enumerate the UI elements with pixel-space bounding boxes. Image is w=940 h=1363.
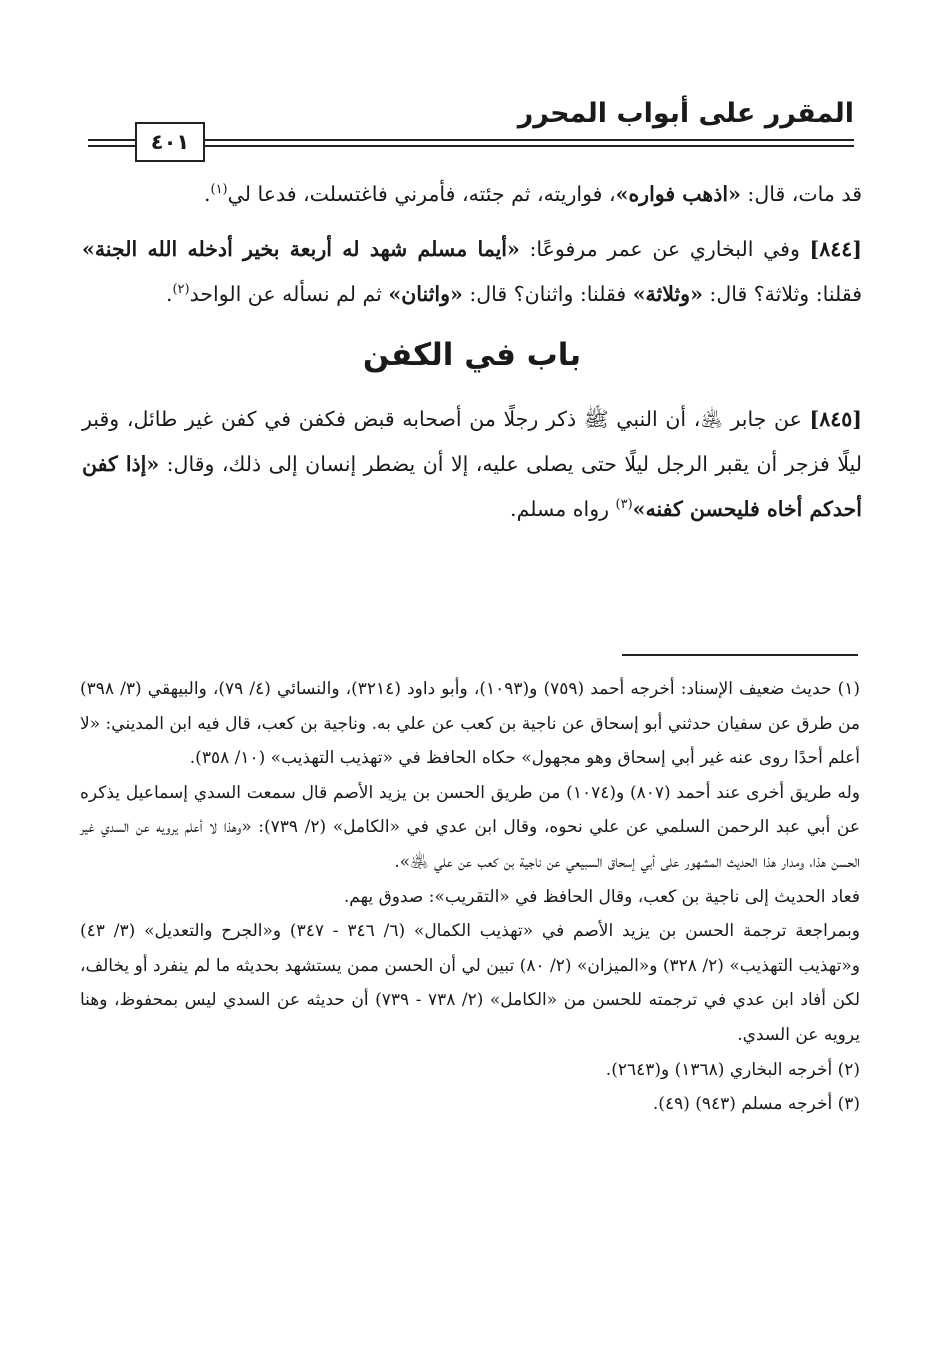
hadith-quote: «إذا كفن أحدكم أخاه فليحسن كفنه»	[82, 452, 862, 521]
chapter-title: باب في الكفن	[362, 337, 582, 373]
text-span: عن جابر ﵁، أن النبي ﷺ ذكر رجلًا من أصحابه قبض فكفن في كفن غير طائل، وقبر ليلًا فزجر أن يقبر الرجل ليلًا حتى يصلى عليه، إلا أن يضطر إنسان إلى ذلك، وقال:	[82, 407, 862, 476]
text-span: وفي البخاري عن عمر مرفوعًا:	[519, 237, 810, 261]
text-span: ثم لم نسأله عن الواحد	[189, 282, 389, 306]
hadith-844	[82, 227, 862, 317]
text-span: رواه مسلم.	[510, 497, 616, 521]
footnote-ref: (٣)	[615, 497, 633, 513]
hadith-number: [٨٤٥]	[809, 407, 862, 431]
hadith-quote: «واثنان»	[388, 282, 463, 306]
footnote: وبمراجعة ترجمة الحسن بن يزيد الأصم في «تهذيب الكمال» (٦/ ٣٤٦ - ٣٤٧) و«الجرح والتعديل» (٣/ ٤٣) و«تهذيب التهذيب» (٢/ ٣٢٨) و«الميزان» (٢/ ٨٠) تبين لي أن الحسن ممن يستشهد بحديثه ما لم ينفرد أو يخالف، لكن أفاد ابن عدي في ترجمته للحسن من «الكامل» (٢/ ٧٣٨ - ٧٣٩) أن حديثه عن السدي ليس بمحفوظ، وهنا يرويه عن السدي.	[80, 921, 861, 1045]
text-span: ، فواريته، ثم جئته، فأمرني فاغتسلت، فدعا لي	[227, 182, 616, 206]
text-span: فقلنا: وثلاثة؟ قال:	[702, 282, 862, 306]
hadith-quote: «اذهب فواره»	[615, 182, 741, 206]
footnote: (٢) أخرجه البخاري (١٣٦٨) و(٢٦٤٣).	[605, 1059, 860, 1080]
footnote: (٣) أخرجه مسلم (٩٤٣) (٤٩).	[652, 1094, 860, 1115]
footnote: وله طريق أخرى عند أحمد (٨٠٧) و(١٠٧٤) من طريق الحسن بن يزيد الأصم قال سمعت السدي إسماعيل يذكره عن أبي عبد الرحمن السلمي عن علي نحوه، وقال ابن عدي في «الكامل» (٢/ ٧٣٩): «وهذا لا أعلم يرويه عن السدي غير الحسن هذا، ومدار هذا الحديث المشهور على أبي إسحاق السبيعي عن ناجية بن كعب عن علي ﵁».	[80, 782, 861, 872]
hadith-quote: «أيما مسلم شهد له أربعة بخير أدخله الله الجنة»	[82, 237, 520, 261]
footnote-separator	[622, 654, 858, 656]
footnote-ref: (١)	[210, 182, 228, 198]
hadith-number: [٨٤٤]	[809, 237, 862, 261]
footnote: (١) حديث ضعيف الإسناد: أخرجه أحمد (٧٥٩) و(١٠٩٣)، وأبو داود (٣٢١٤)، والنسائي (٤/ ٧٩)، والبيهقي (٣/ ٣٩٨) من طرق عن سفيان حدثني أبو إسحاق عن ناجية بن كعب عن علي به. وناجية بن كعب، قال فيه ابن المديني: «لا أعلم أحدًا روى عنه غير أبي إسحاق وهو مجهول» حكاه الحافظ في «تهذيب التهذيب» (١٠/ ٣٥٨).	[80, 679, 860, 769]
footnote: فعاد الحديث إلى ناجية بن كعب، وقال الحافظ في «التقريب»: صدوق يهم.	[343, 886, 860, 907]
hadith-quote: «وثلاثة»	[632, 282, 703, 306]
paragraph-continuation	[82, 172, 862, 217]
page-number: ٤٠١	[135, 122, 205, 162]
main-text	[82, 172, 862, 542]
text-span: قد مات، قال:	[740, 182, 862, 206]
hadith-845	[82, 397, 862, 532]
text-span: .	[203, 182, 211, 206]
text-span: .	[165, 282, 173, 306]
footnotes	[80, 672, 860, 1122]
footnote-ref: (٢)	[172, 282, 190, 298]
text-span: فقلنا: واثنان؟ قال:	[462, 282, 633, 306]
book-title: المقرر على أبواب المحرر	[517, 98, 854, 129]
page-header	[88, 92, 854, 160]
